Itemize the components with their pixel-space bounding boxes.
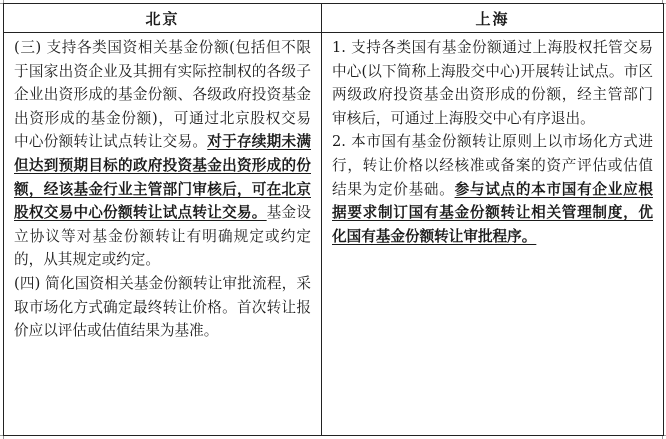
comparison-table [3, 3, 664, 436]
beijing-para3-text: (三) 支持各类国资相关基金份额(包括但不限于国家出资企业及其拥有实际控制权的各级子企业出资形成的基金份额、各级政府投资基金出资形成的基金份额)，可通过北京股权交易中心份额转让试点转让交易。 [14, 39, 311, 151]
header-row [4, 4, 664, 33]
beijing-paragraph-3 [14, 36, 311, 272]
content-row [4, 33, 664, 436]
header-shanghai: 上海 [322, 4, 664, 33]
shanghai-paragraph-2 [332, 130, 653, 248]
shanghai-cell [322, 33, 664, 436]
shanghai-para2-emphasis: 参与试点的本市国有企业应根据要求制订国有基金份额转让相关管理制度，优化国有基金份额转让审批程序。 [332, 180, 653, 245]
beijing-para3-emphasis: 对于存续期未满但达到预期目标的政府投资基金出资形成的份额，经该基金行业主管部门审核后，可在北京股权交易中心份额转让试点转让交易。 [14, 133, 311, 222]
shanghai-para2-text: 2. 本市国有基金份额转让原则上以市场化方式进行，转让价格以经核准或备案的资产评估或估值结果为定价基础。 [332, 133, 653, 198]
beijing-para3-tail: 基金设立协议等对基金份额转让有明确规定或约定的，从其规定或约定。 [14, 204, 311, 269]
beijing-paragraph-4: (四) 简化国资相关基金份额转让审批流程，采取市场化方式确定最终转让价格。首次转让报价应以评估或估值结果为基准。 [14, 274, 311, 340]
header-beijing: 北京 [4, 4, 322, 33]
beijing-cell [4, 33, 322, 436]
shanghai-paragraph-1: 1. 支持各类国有基金份额通过上海股权托管交易中心(以下简称上海股交中心)开展转让试点。市区两级政府投资基金出资形成的份额，经主管部门审核后，可通过上海股交中心有序退出。 [332, 39, 653, 127]
